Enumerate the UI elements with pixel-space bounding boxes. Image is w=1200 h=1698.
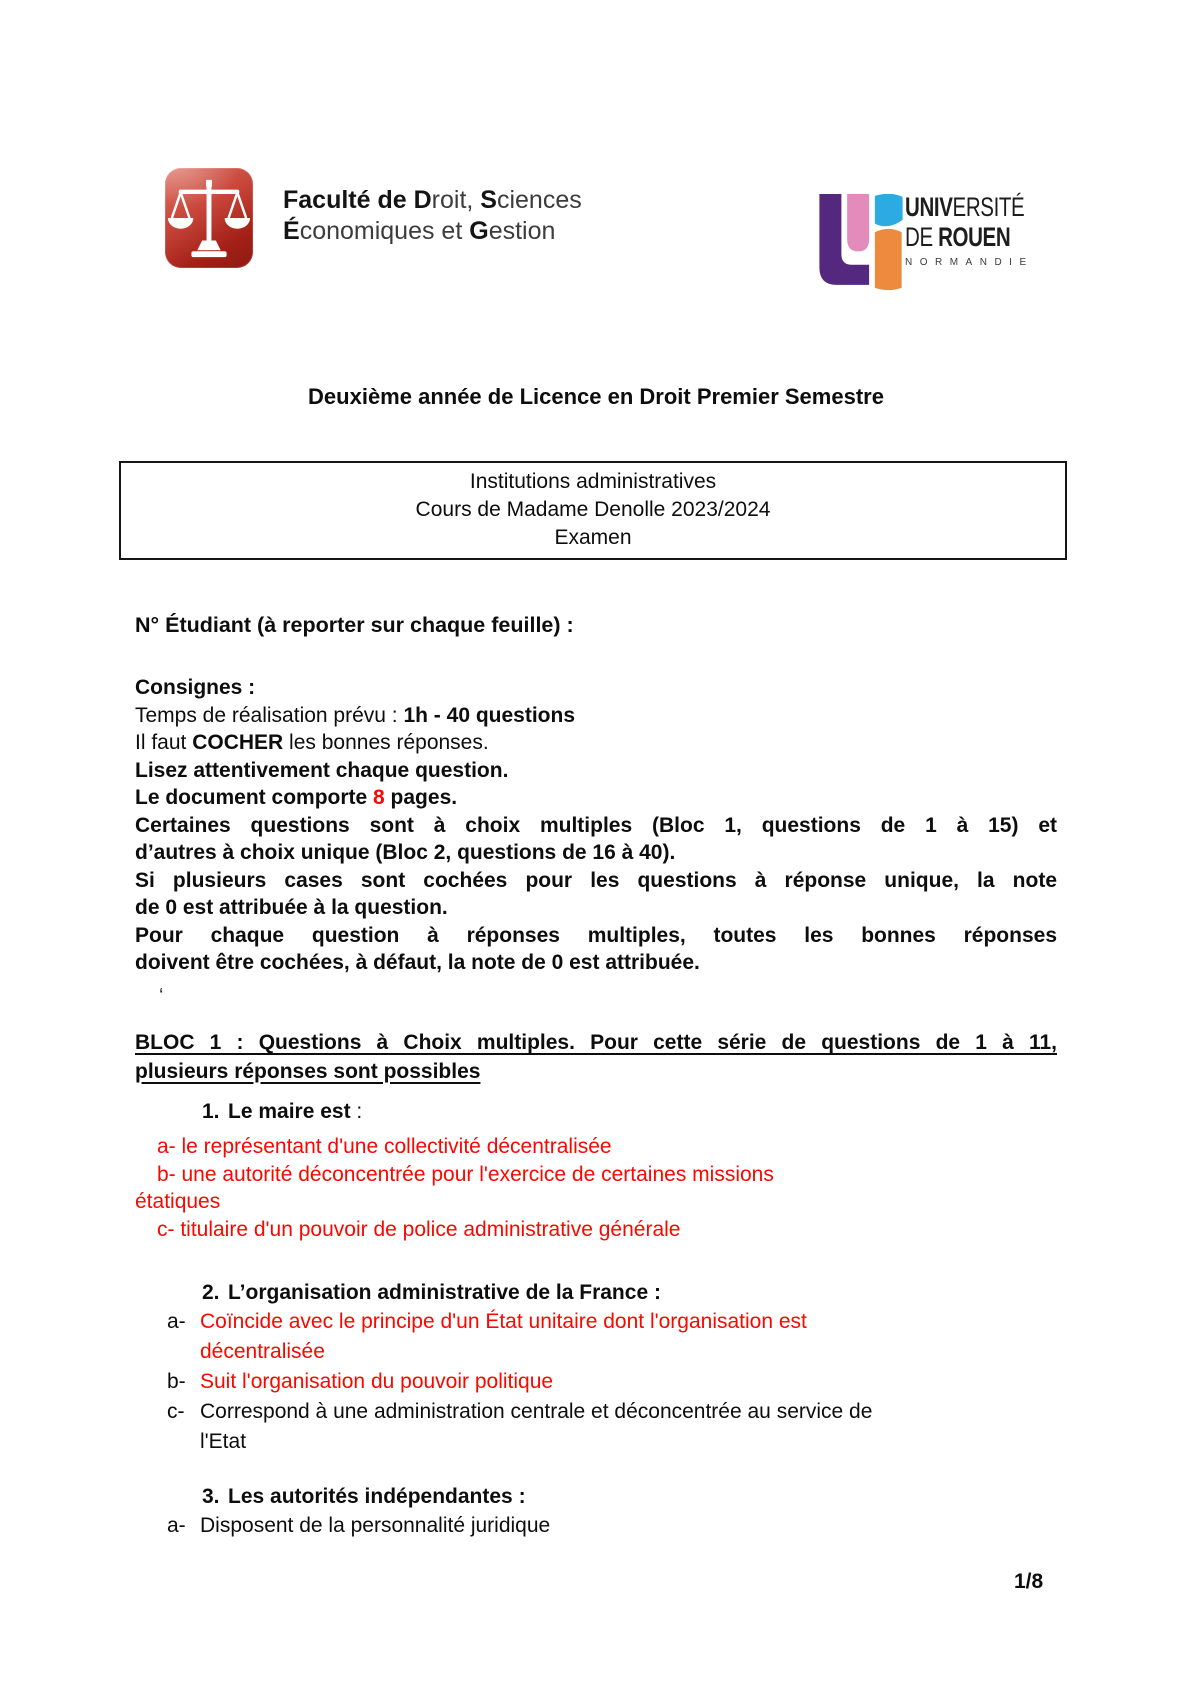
question-colon: : bbox=[512, 1485, 526, 1508]
bloc1-heading-line bbox=[135, 1029, 1057, 1058]
rouen-university-monogram-icon bbox=[815, 194, 907, 304]
answer-option-line: Coïncide avec le principe d'un État unitaire dont l'organisation est bbox=[200, 1310, 807, 1333]
student-number-label: N° Étudiant (à reporter sur chaque feuille) : bbox=[135, 613, 574, 637]
answer-option-line: a- le représentant d'une collectivité décentralisée bbox=[157, 1135, 612, 1158]
answer-options bbox=[135, 1133, 1057, 1243]
answer-option-line: Correspond à une administration centrale et déconcentrée au service de bbox=[200, 1400, 873, 1423]
exam-box-exam-label: Examen bbox=[554, 526, 632, 549]
faculty-logo-text bbox=[283, 168, 582, 268]
answer-option-line: c- titulaire d'un pouvoir de police administrative générale bbox=[157, 1217, 681, 1241]
exam-box-course: Institutions administratives bbox=[469, 470, 717, 493]
question-colon: : bbox=[350, 1100, 363, 1123]
consignes-line bbox=[135, 949, 1057, 977]
option-letter: a- bbox=[167, 1514, 186, 1537]
text-part: Si plusieurs cases sont cochées pour les questions à réponse unique, la note bbox=[135, 868, 1057, 892]
question-title bbox=[135, 1279, 1057, 1307]
consignes-line bbox=[135, 812, 1057, 840]
text-part: d’autres à choix unique (Bloc 2, questions de 16 à 40). bbox=[135, 841, 676, 864]
text-part: Pour chaque question à réponses multiples, toutes les bonnes réponses bbox=[135, 923, 1057, 947]
consignes-line bbox=[135, 839, 1057, 867]
text-part: 1h - 40 questions bbox=[403, 703, 576, 727]
consignes-section bbox=[135, 674, 1057, 977]
answer-option-line: étatiques bbox=[135, 1190, 221, 1213]
answer-option bbox=[135, 1307, 1057, 1367]
text-part: estion bbox=[488, 217, 556, 245]
question-colon: : bbox=[648, 1281, 661, 1304]
bloc1-heading-line bbox=[135, 1058, 1057, 1087]
consignes-line bbox=[135, 729, 1057, 757]
text-part: É bbox=[283, 217, 300, 245]
university-logo-text bbox=[905, 192, 1062, 268]
text-part: Faculté de D bbox=[283, 186, 432, 214]
answer-option-line: décentralisée bbox=[200, 1340, 325, 1363]
question-block bbox=[135, 1279, 1057, 1457]
text-part: Certaines questions sont à choix multiples (Bloc 1, questions de 1 à 15) et bbox=[135, 813, 1057, 837]
answer-option bbox=[135, 1397, 1057, 1457]
text-part: 8 bbox=[373, 786, 385, 809]
question-title bbox=[135, 1098, 1057, 1126]
answer-options bbox=[135, 1307, 1057, 1457]
consignes-line bbox=[135, 867, 1057, 895]
question-block bbox=[135, 1098, 1057, 1243]
text-part: pages. bbox=[384, 786, 458, 809]
question-text: Le maire est bbox=[228, 1100, 351, 1123]
consignes-line bbox=[135, 757, 1057, 785]
answer-option-line: l'Etat bbox=[200, 1430, 247, 1453]
answer-option bbox=[135, 1367, 1057, 1397]
faculty-logo-line1 bbox=[283, 185, 582, 216]
option-letter: c- bbox=[167, 1400, 185, 1423]
option-letter: b- bbox=[167, 1370, 186, 1393]
question-text: L’organisation administrative de la France bbox=[228, 1281, 649, 1304]
text-part: roit, bbox=[431, 186, 481, 214]
university-logo-line1 bbox=[905, 192, 1024, 222]
text-part: S bbox=[480, 186, 497, 214]
bloc1-heading bbox=[135, 1029, 1057, 1086]
text-part: doivent être cochées, à défaut, la note de 0 est attribuée. bbox=[135, 951, 700, 974]
option-letter: a- bbox=[167, 1310, 186, 1333]
answer-options bbox=[135, 1511, 1057, 1541]
text-part: G bbox=[469, 217, 489, 245]
stray-mark: ‘ bbox=[159, 985, 164, 1007]
consignes-line bbox=[135, 922, 1057, 950]
consignes-line bbox=[135, 702, 1057, 730]
text-part: de 0 est attribuée à la question. bbox=[135, 896, 448, 919]
text-part: UNIV bbox=[905, 192, 953, 222]
exam-info-box bbox=[119, 461, 1067, 560]
underlined-text: BLOC 1 : Questions à Choix multiples. Pour cette série de questions de 1 à 11, bbox=[135, 1031, 1057, 1054]
questions-list bbox=[135, 1098, 1057, 1541]
question-text: Les autorités indépendantes bbox=[228, 1485, 513, 1508]
text-part: Lisez attentivement chaque question. bbox=[135, 758, 509, 782]
faculty-logo bbox=[165, 168, 582, 268]
answer-option-line: Disposent de la personnalité juridique bbox=[200, 1514, 551, 1537]
answer-option bbox=[135, 1511, 1057, 1541]
university-logo-line2 bbox=[905, 222, 1024, 252]
underlined-text: plusieurs réponses sont possibles bbox=[135, 1059, 481, 1083]
question-title bbox=[135, 1483, 1057, 1511]
text-part: Temps de réalisation prévu : bbox=[135, 703, 404, 727]
text-part: Il faut bbox=[135, 731, 193, 754]
page-number: 1/8 bbox=[1014, 1570, 1044, 1593]
consignes-line bbox=[135, 894, 1057, 922]
university-rouen-logo bbox=[815, 192, 1145, 307]
text-part: les bonnes réponses. bbox=[283, 731, 489, 754]
scales-of-justice-icon bbox=[165, 168, 253, 268]
consignes-lines bbox=[135, 702, 1057, 977]
exam-box-teacher-year: Cours de Madame Denolle 2023/2024 bbox=[415, 498, 771, 521]
text-part: COCHER bbox=[192, 731, 284, 754]
answer-option-line: b- une autorité déconcentrée pour l'exercice de certaines missions bbox=[157, 1162, 774, 1186]
document-title: Deuxième année de Licence en Droit Premier Semestre bbox=[308, 384, 884, 409]
text-part: ciences bbox=[496, 186, 582, 214]
consignes-line bbox=[135, 784, 1057, 812]
question-number: 1. bbox=[202, 1100, 220, 1123]
university-logo-normandie-label: NORMANDIE bbox=[905, 257, 1034, 268]
question-number: 2. bbox=[202, 1281, 220, 1304]
answer-option-line: Suit l'organisation du pouvoir politique bbox=[200, 1370, 554, 1393]
text-part: DE bbox=[905, 222, 939, 252]
text-part: conomiques et bbox=[299, 217, 470, 245]
text-part: ROUEN bbox=[938, 222, 1011, 252]
text-part: Le document comporte bbox=[135, 786, 374, 809]
question-number: 3. bbox=[202, 1485, 220, 1508]
faculty-logo-line2 bbox=[283, 216, 582, 247]
question-block bbox=[135, 1483, 1057, 1541]
text-part: ERSITÉ bbox=[952, 192, 1025, 222]
consignes-heading: Consignes : bbox=[135, 676, 256, 699]
